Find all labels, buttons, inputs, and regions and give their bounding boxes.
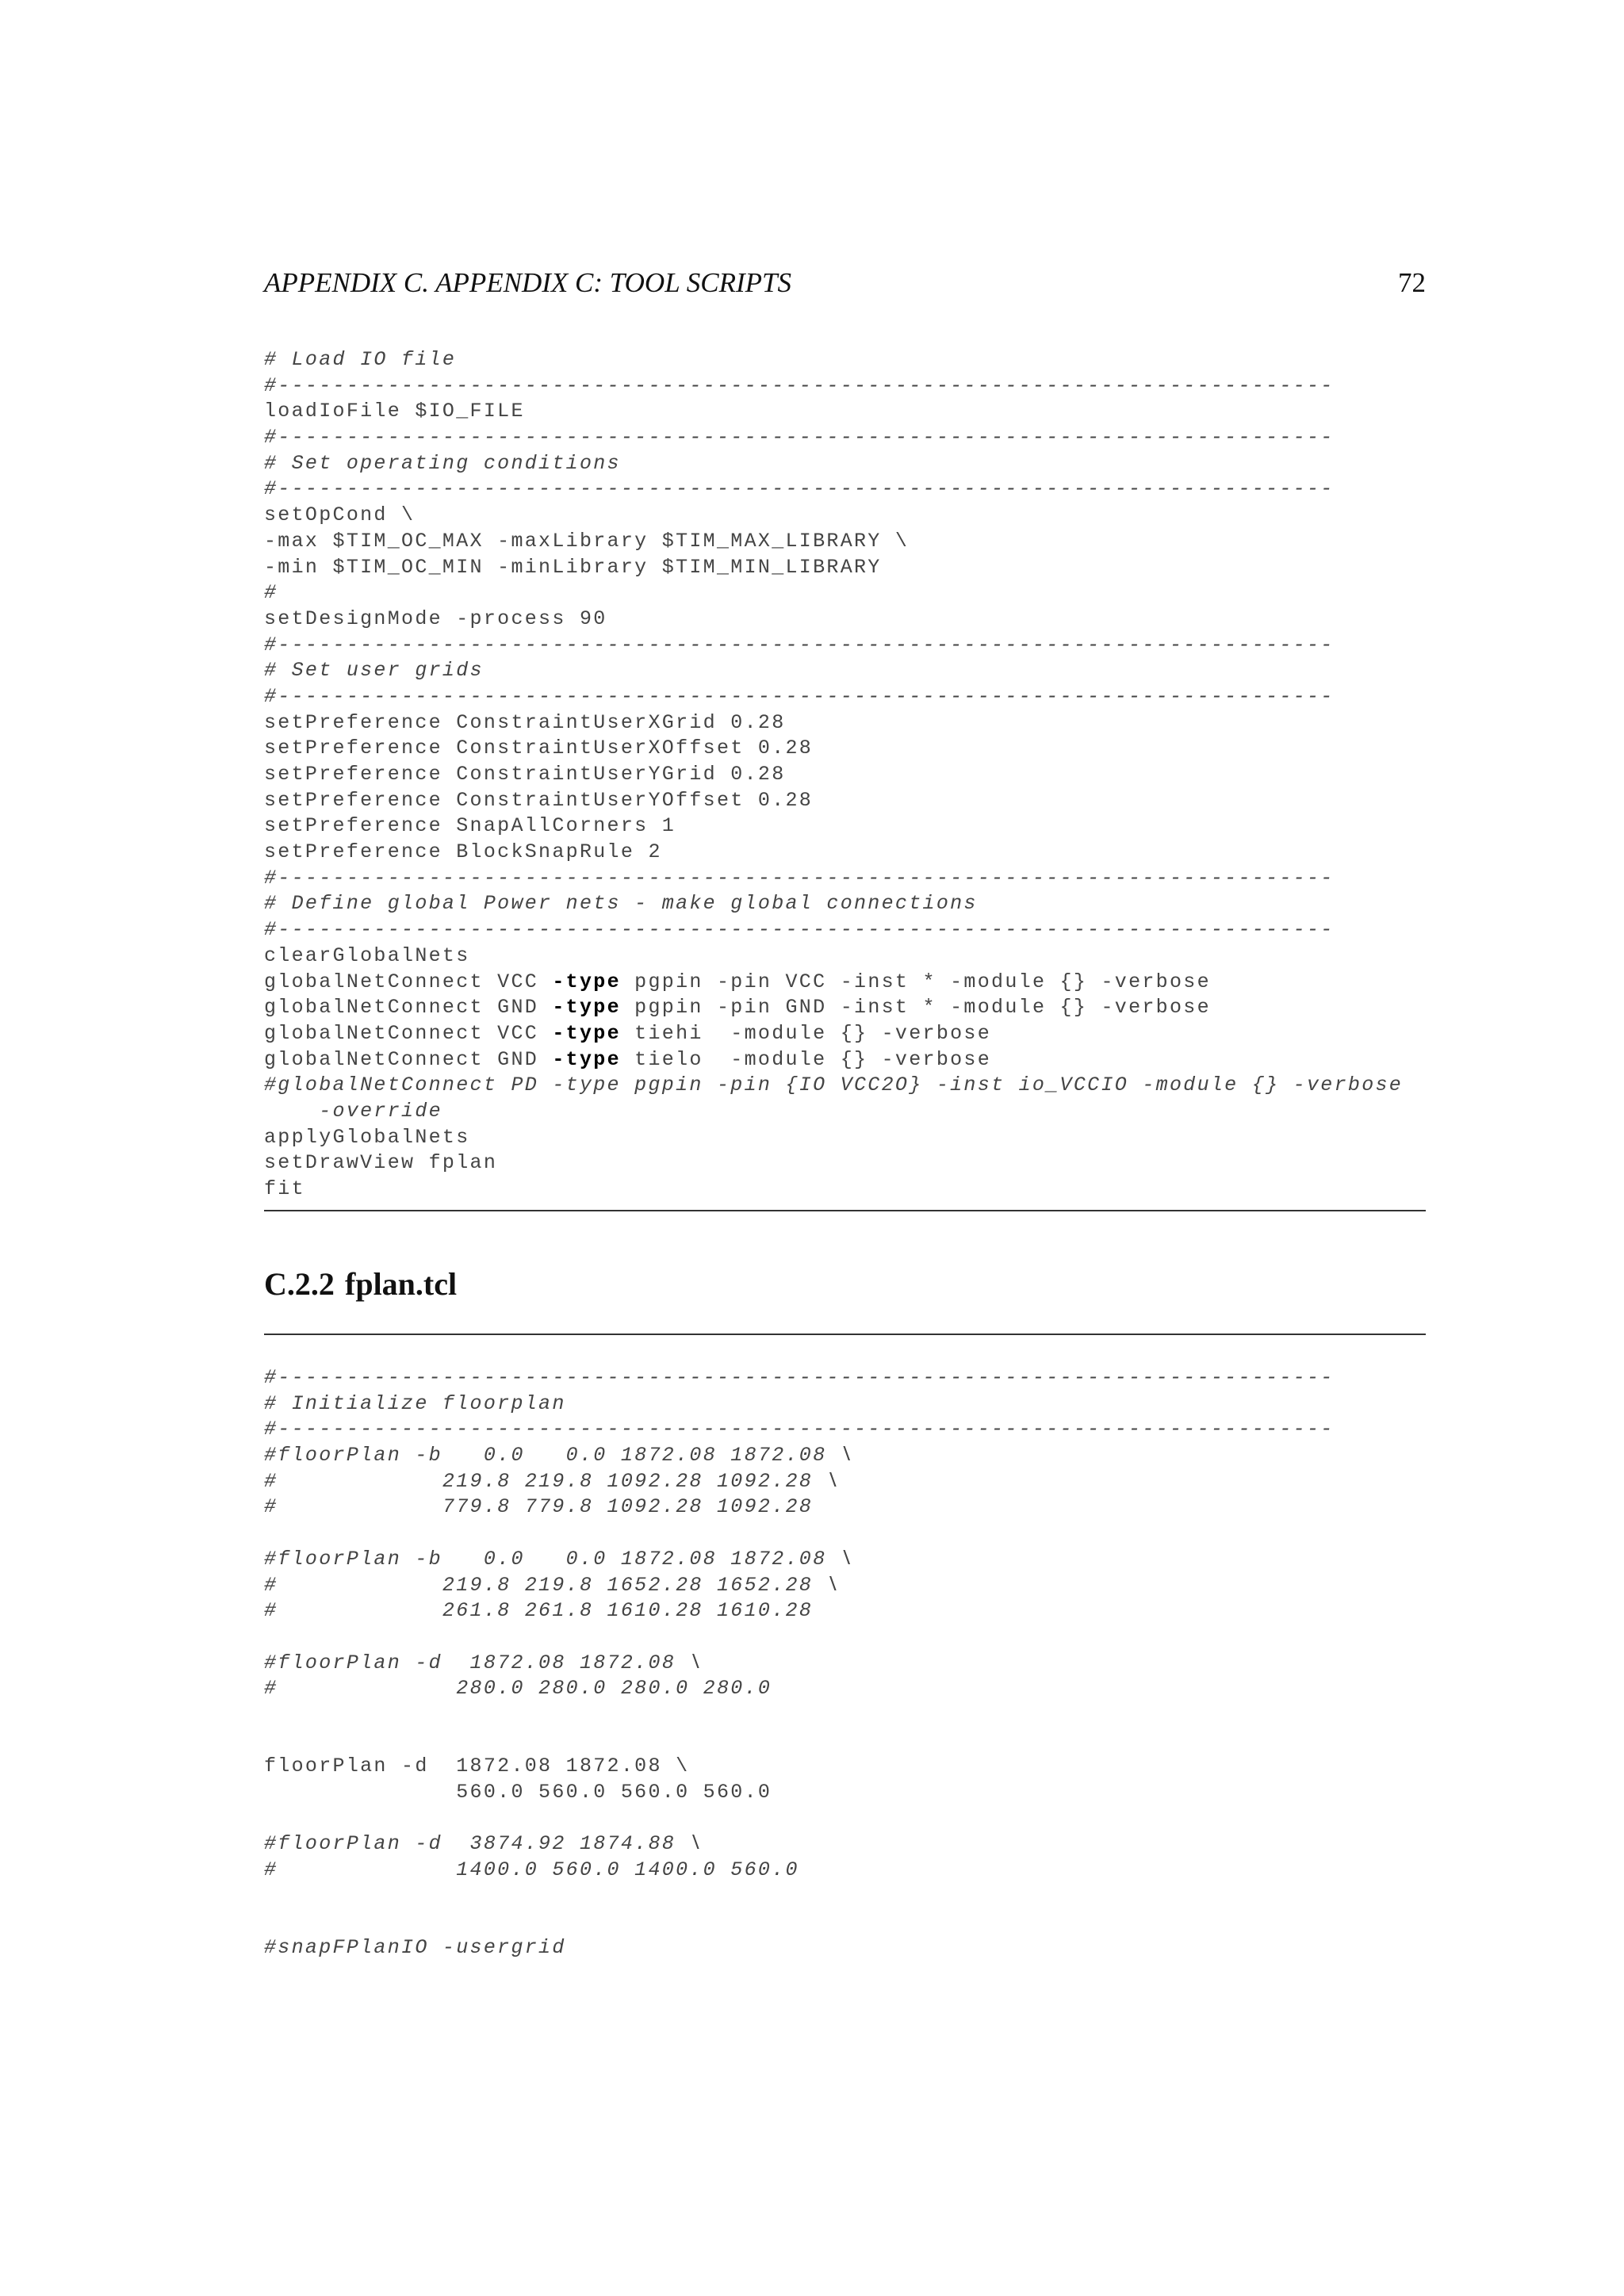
code-line: setPreference ConstraintUserXGrid 0.28	[264, 710, 786, 734]
code-comment-line: # Set user grids	[264, 659, 484, 683]
code-text: pgpin -pin VCC -inst * -module {} -verbose	[620, 970, 1211, 993]
running-title: APPENDIX C. APPENDIX C: TOOL SCRIPTS	[264, 267, 791, 298]
code-line: setDesignMode -process 90	[264, 607, 607, 630]
code-line: applyGlobalNets	[264, 1125, 470, 1149]
code-comment-line: #-----------------------------------------------------------------------------	[264, 1366, 1335, 1389]
code-comment-line: # Set operating conditions	[264, 451, 621, 475]
code-line: setPreference ConstraintUserXOffset 0.28	[264, 737, 814, 760]
code-comment-line: #floorPlan -d 3874.92 1874.88 \	[264, 1832, 703, 1856]
code-line: setPreference BlockSnapRule 2	[264, 840, 662, 864]
code-line	[264, 1521, 1335, 1547]
code-comment-line: #-----------------------------------------------------------------------------	[264, 1418, 1335, 1441]
code-line	[264, 1702, 1335, 1728]
code-line: setDrawView fplan	[264, 1151, 498, 1175]
code-listing-init	[264, 347, 1403, 1203]
code-line: setPreference ConstraintUserYGrid 0.28	[264, 763, 786, 786]
code-line	[264, 970, 1403, 996]
section-title: fplan.tcl	[345, 1266, 458, 1302]
code-comment-line: #-----------------------------------------------------------------------------	[264, 684, 1335, 708]
code-comment-line: # 219.8 219.8 1092.28 1092.28 \	[264, 1469, 841, 1493]
code-line: -min $TIM_OC_MIN -minLibrary $TIM_MIN_LIBRARY	[264, 555, 882, 579]
code-comment-line: # 261.8 261.8 1610.28 1610.28	[264, 1599, 814, 1623]
code-keyword: -type	[552, 970, 621, 993]
listing-start-rule	[264, 1334, 1426, 1335]
code-line	[264, 1909, 1335, 1935]
code-comment-line: # 1400.0 560.0 1400.0 560.0	[264, 1858, 799, 1882]
code-comment-line: #floorPlan -b 0.0 0.0 1872.08 1872.08 \	[264, 1547, 855, 1571]
code-line: fit	[264, 1177, 305, 1200]
code-text: globalNetConnect GND	[264, 996, 553, 1020]
code-text: pgpin -pin GND -inst * -module {} -verbose	[620, 996, 1211, 1020]
code-comment-line: #globalNetConnect PD -type pgpin -pin {IO VCC2O} -inst io_VCCIO -module {} -verbose	[264, 1073, 1404, 1097]
code-listing-fplan	[264, 1365, 1335, 1961]
code-comment-line: #-----------------------------------------------------------------------------	[264, 866, 1335, 890]
code-line	[264, 995, 1403, 1021]
code-comment-line: #floorPlan -d 1872.08 1872.08 \	[264, 1651, 703, 1674]
code-comment-line: #-----------------------------------------------------------------------------	[264, 918, 1335, 942]
code-comment-line: #	[264, 581, 278, 605]
code-keyword: -type	[552, 1021, 621, 1045]
code-line: setPreference ConstraintUserYOffset 0.28	[264, 788, 814, 812]
code-comment-line: #-----------------------------------------------------------------------------	[264, 633, 1335, 656]
code-line: setPreference SnapAllCorners 1	[264, 814, 676, 838]
code-line: loadIoFile $IO_FILE	[264, 400, 525, 423]
running-header	[264, 263, 1426, 303]
code-line	[264, 1624, 1335, 1651]
code-line	[264, 1021, 1403, 1047]
code-comment-line: # 280.0 280.0 280.0 280.0	[264, 1677, 772, 1701]
page-number: 72	[1398, 267, 1426, 298]
code-comment-line: -override	[264, 1099, 442, 1123]
code-text: tiehi -module {} -verbose	[620, 1021, 992, 1045]
code-text: tielo -module {} -verbose	[620, 1047, 992, 1071]
code-line: clearGlobalNets	[264, 943, 470, 967]
code-line	[264, 1728, 1335, 1755]
code-comment-line: # Initialize floorplan	[264, 1391, 566, 1415]
code-line: -max $TIM_OC_MAX -maxLibrary $TIM_MAX_LIBRARY \	[264, 529, 910, 553]
code-comment-line: #snapFPlanIO -usergrid	[264, 1936, 566, 1960]
code-text: globalNetConnect GND	[264, 1047, 553, 1071]
code-line	[264, 1047, 1403, 1073]
code-text: globalNetConnect VCC	[264, 1021, 553, 1045]
code-comment-line: #-----------------------------------------------------------------------------	[264, 477, 1335, 501]
code-line	[264, 1806, 1335, 1832]
section-heading	[264, 1262, 457, 1307]
code-line	[264, 1884, 1335, 1910]
code-comment-line: # Define global Power nets - make global connections	[264, 892, 978, 916]
code-line: setOpCond \	[264, 503, 416, 527]
code-comment-line: # Load IO file	[264, 348, 457, 371]
code-line: floorPlan -d 1872.08 1872.08 \	[264, 1755, 690, 1778]
code-line: 560.0 560.0 560.0 560.0	[264, 1781, 772, 1804]
code-keyword: -type	[552, 996, 621, 1020]
code-comment-line: #-----------------------------------------------------------------------------	[264, 373, 1335, 397]
code-comment-line: # 779.8 779.8 1092.28 1092.28	[264, 1495, 814, 1519]
code-text: globalNetConnect VCC	[264, 970, 553, 993]
section-number: C.2.2	[264, 1266, 335, 1302]
code-keyword: -type	[552, 1047, 621, 1071]
listing-end-rule	[264, 1210, 1426, 1211]
code-comment-line: #floorPlan -b 0.0 0.0 1872.08 1872.08 \	[264, 1444, 855, 1468]
code-comment-line: # 219.8 219.8 1652.28 1652.28 \	[264, 1573, 841, 1597]
code-comment-line: #-----------------------------------------------------------------------------	[264, 426, 1335, 450]
